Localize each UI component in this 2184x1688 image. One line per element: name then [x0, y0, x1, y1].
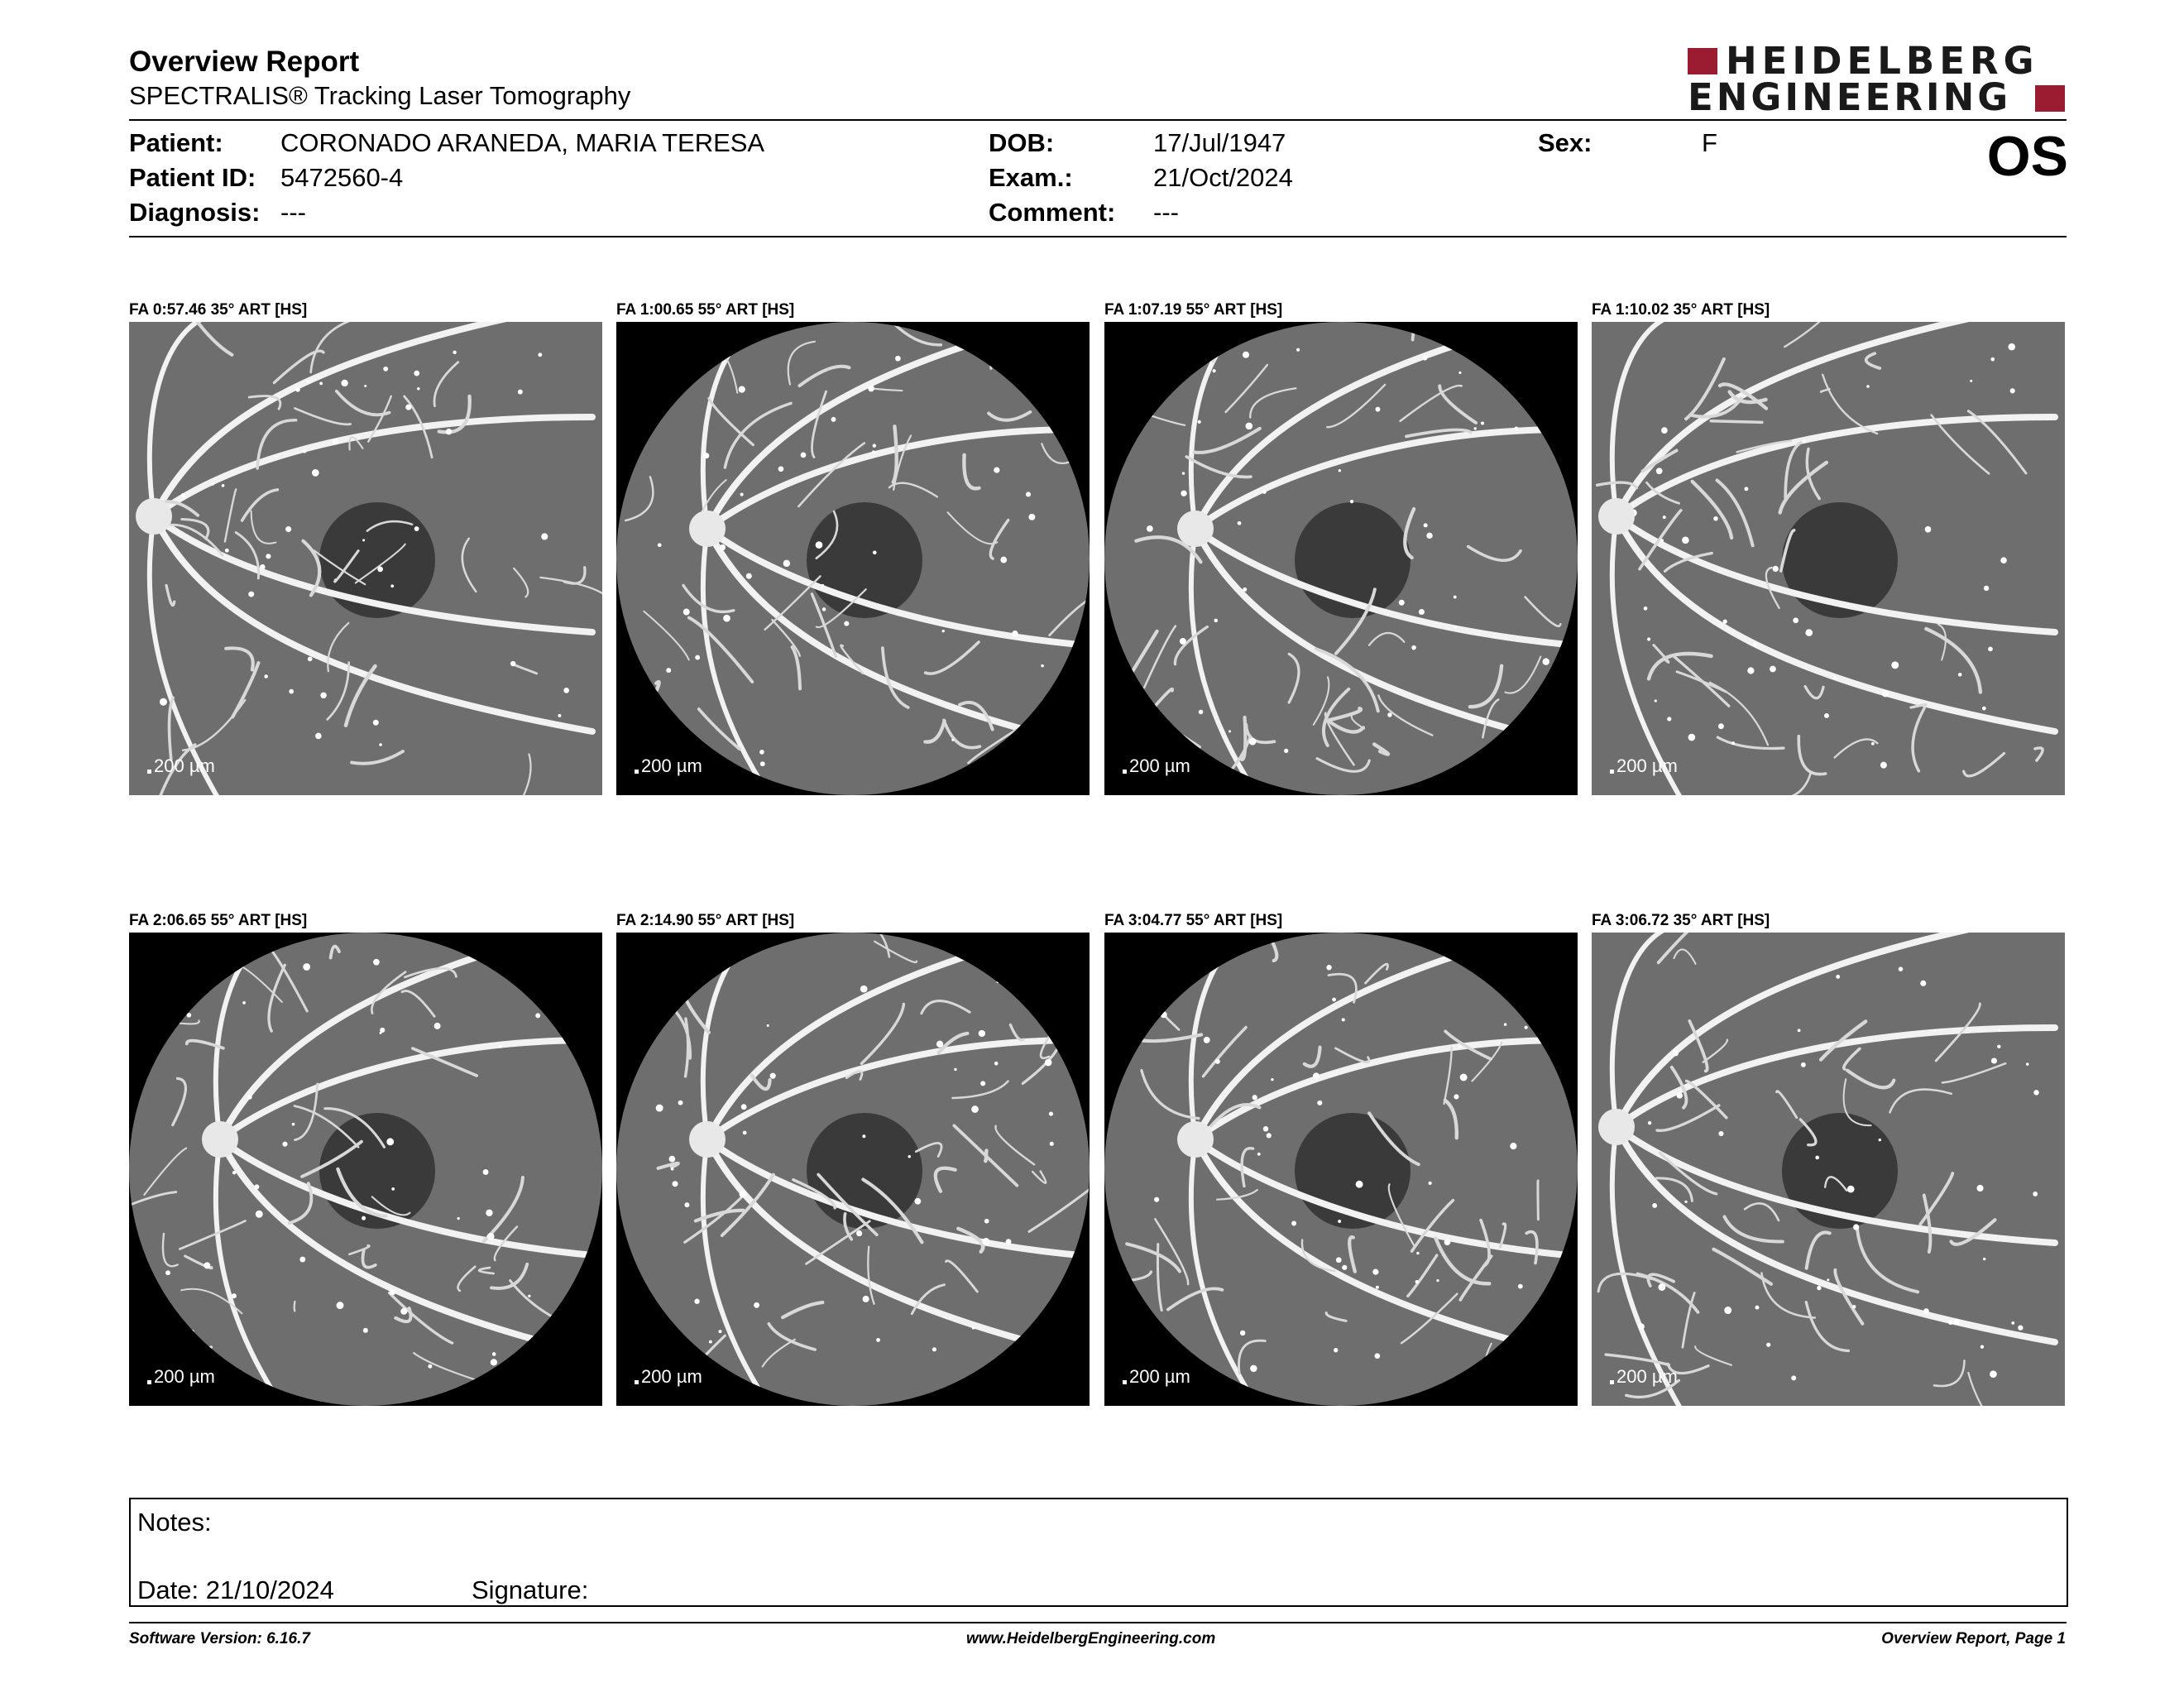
patient-id-label: Patient ID:	[129, 163, 256, 192]
sex-value: F	[1702, 128, 1717, 157]
comment-label: Comment:	[989, 198, 1116, 227]
eye-indicator: OS	[1986, 125, 2068, 188]
fundus-angiogram-image[interactable]	[616, 933, 1090, 1406]
retina-image-icon	[1592, 322, 2065, 795]
signature-label: Signature:	[472, 1575, 589, 1604]
scale-label: 200 µm	[641, 755, 702, 776]
logo-square-icon	[1688, 48, 1717, 74]
fundus-angiogram-image[interactable]	[1104, 322, 1578, 795]
dob-label: DOB:	[989, 128, 1055, 157]
fundus-angiogram-image[interactable]	[1592, 933, 2065, 1406]
image-caption: FA 2:14.90 55° ART [HS]	[616, 912, 795, 929]
scale-bar	[1610, 755, 1678, 777]
diagnosis-value: ---	[280, 198, 306, 227]
fundus-angiogram-image[interactable]	[129, 322, 602, 795]
fundus-angiogram-image[interactable]	[1104, 933, 1578, 1406]
notes-box[interactable]	[129, 1498, 2068, 1607]
image-caption: FA 1:07.19 55° ART [HS]	[1104, 301, 1283, 319]
scale-label: 200 µm	[1616, 755, 1678, 776]
footer-divider	[129, 1622, 2067, 1623]
image-caption: FA 0:57.46 35° ART [HS]	[129, 301, 308, 319]
heidelberg-logo	[1688, 39, 2068, 119]
patient-label: Patient:	[129, 128, 223, 157]
scale-bar	[1123, 1366, 1190, 1388]
page-number: Overview Report, Page 1	[1881, 1630, 2066, 1647]
scale-bar	[635, 1366, 702, 1388]
software-version: Software Version: 6.16.7	[129, 1630, 310, 1647]
scale-label: 200 µm	[1616, 1366, 1678, 1387]
image-caption: FA 3:06.72 35° ART [HS]	[1592, 912, 1770, 929]
fundus-angiogram-image[interactable]	[1592, 322, 2065, 795]
comment-value: ---	[1153, 198, 1179, 227]
scale-bar	[147, 755, 215, 777]
scale-label: 200 µm	[1129, 1366, 1190, 1387]
exam-value: 21/Oct/2024	[1153, 163, 1293, 192]
patient-name: CORONADO ARANEDA, MARIA TERESA	[280, 128, 765, 157]
header-divider	[129, 119, 2067, 121]
diagnosis-label: Diagnosis:	[129, 198, 261, 227]
scale-label: 200 µm	[154, 1366, 215, 1387]
dob-value: 17/Jul/1947	[1153, 128, 1286, 157]
scale-tick-icon	[1123, 770, 1127, 774]
scale-tick-icon	[147, 770, 151, 774]
website-link[interactable]: www.HeidelbergEngineering.com	[966, 1630, 1216, 1647]
patient-divider	[129, 236, 2067, 237]
scale-bar	[1610, 1366, 1678, 1388]
exam-label: Exam.:	[989, 163, 1073, 192]
scale-bar	[147, 1366, 215, 1388]
scale-label: 200 µm	[641, 1366, 702, 1387]
retina-image-icon	[616, 322, 1090, 795]
retina-image-icon	[1104, 933, 1578, 1406]
image-caption: FA 1:00.65 55° ART [HS]	[616, 301, 795, 319]
scale-tick-icon	[635, 1380, 639, 1384]
scale-tick-icon	[1610, 770, 1614, 774]
logo-line-2: ENGINEERING	[1688, 75, 2012, 119]
logo-line-1: HEIDELBERG	[1726, 39, 2039, 83]
report-subtitle: SPECTRALIS® Tracking Laser Tomography	[129, 81, 631, 110]
patient-id-value: 5472560-4	[280, 163, 404, 192]
sex-label: Sex:	[1538, 128, 1592, 157]
scale-bar	[635, 755, 702, 777]
scale-label: 200 µm	[1129, 755, 1190, 776]
image-caption: FA 2:06.65 55° ART [HS]	[129, 912, 308, 929]
retina-image-icon	[129, 933, 602, 1406]
scale-label: 200 µm	[154, 755, 215, 776]
fundus-angiogram-image[interactable]	[616, 322, 1090, 795]
logo-square-icon	[2035, 85, 2065, 112]
retina-image-icon	[616, 933, 1090, 1406]
date-label: Date: 21/10/2024	[137, 1575, 334, 1604]
scale-tick-icon	[635, 770, 639, 774]
fundus-angiogram-image[interactable]	[129, 933, 602, 1406]
scale-tick-icon	[1610, 1380, 1614, 1384]
report-title: Overview Report	[129, 46, 360, 78]
notes-label: Notes:	[137, 1508, 212, 1537]
image-caption: FA 1:10.02 35° ART [HS]	[1592, 301, 1770, 319]
retina-image-icon	[1592, 933, 2065, 1406]
scale-bar	[1123, 755, 1190, 777]
image-caption: FA 3:04.77 55° ART [HS]	[1104, 912, 1283, 929]
retina-image-icon	[1104, 322, 1578, 795]
retina-image-icon	[129, 322, 602, 795]
scale-tick-icon	[1123, 1380, 1127, 1384]
scale-tick-icon	[147, 1380, 151, 1384]
